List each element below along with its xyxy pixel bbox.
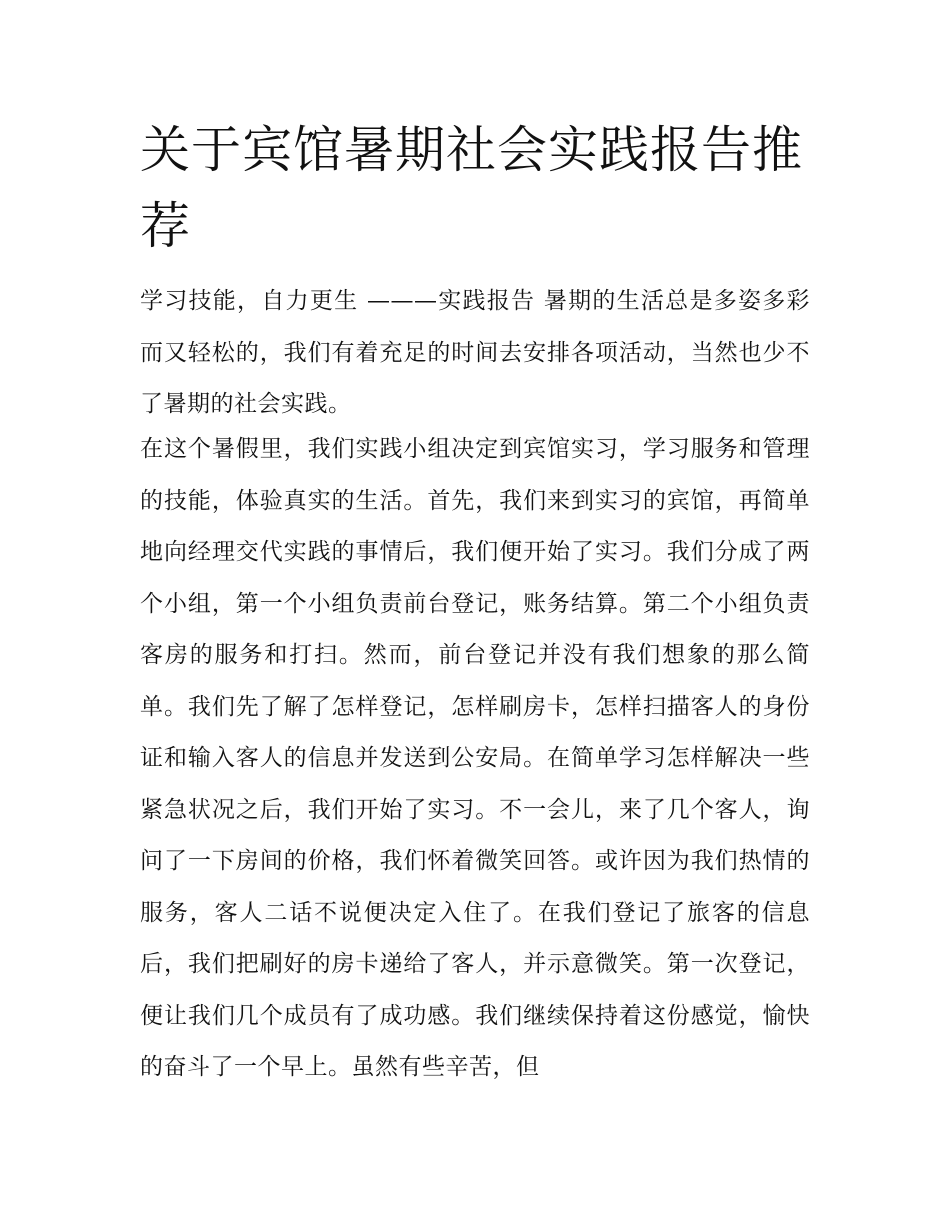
document-title: 关于宾馆暑期社会实践报告推荐 <box>140 121 803 255</box>
paragraph-body: 在这个暑假里，我们实践小组决定到宾馆实习，学习服务和管理的技能，体验真实的生活。首先，我们来到实习的宾馆，再简单地向经理交代实践的事情后，我们便开始了实习。我们分成了两个小组，第一个小组负责前台登记，账务结算。第二个小组负责客房的服务和打扫。然而，前台登记并没有我们想象的那么简单。我们先了解了怎样登记，怎样刷房卡，怎样扫描客人的身份证和输入客人的信息并发送到公安局。在简单学习怎样解决一些紧急状况之后，我们开始了实习。不一会儿，来了几个客人，询问了一下房间的价格，我们怀着微笑回答。或许因为我们热情的服务，客人二话不说便决定入住了。在我们登记了旅客的信息后，我们把刷好的房卡递给了客人，并示意微笑。第一次登记，便让我们几个成员有了成功感。我们继续保持着这份感觉，愉快的奋斗了一个早上。虽然有些辛苦，但 <box>140 436 810 1080</box>
paragraph-intro: 学习技能，自力更生 ———实践报告 暑期的生活总是多姿多彩而又轻松的，我们有着充足的时间去安排各项活动，当然也少不了暑期的社会实践。 <box>140 288 810 417</box>
